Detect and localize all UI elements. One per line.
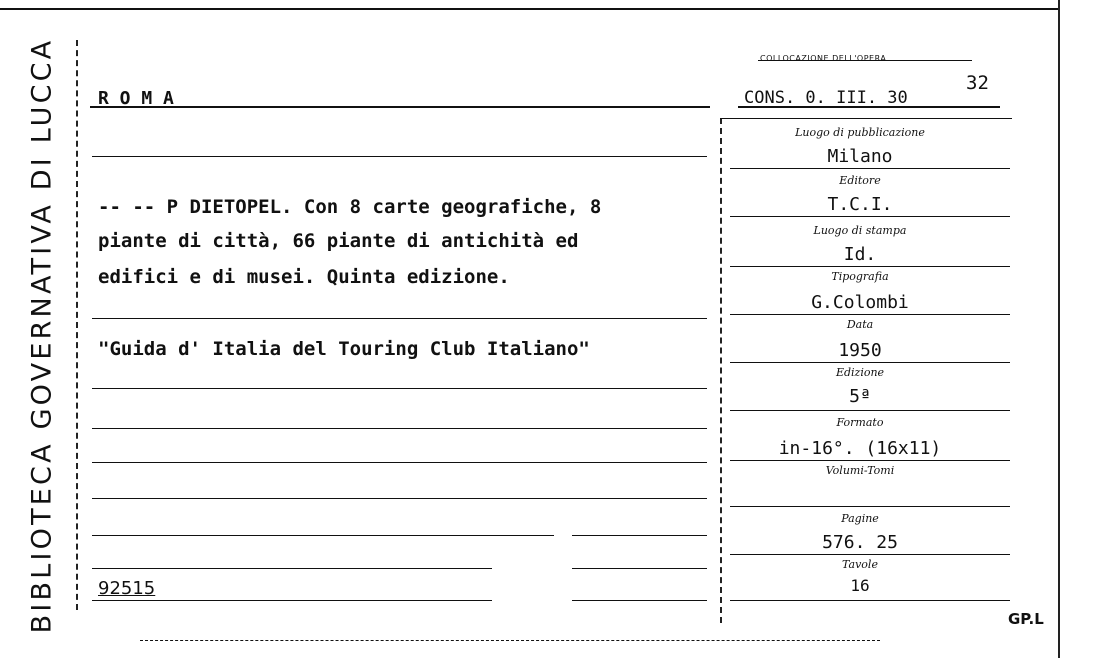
- series-title: "Guida d' Italia del Touring Club Italiano": [98, 338, 590, 360]
- body-rule-6: [92, 498, 707, 499]
- body-rule-9a: [92, 600, 492, 601]
- panel-top-rule: [720, 118, 1012, 119]
- collocation-rule: [738, 106, 1000, 108]
- field-rule-7: [730, 506, 1010, 507]
- library-stamp: [12, 37, 72, 633]
- collocation-superscript: 32: [966, 72, 989, 94]
- body-rule-4: [92, 428, 707, 429]
- field-rule-8: [730, 554, 1010, 555]
- description-line-3: edifici e di musei. Quinta edizione.: [98, 266, 510, 288]
- collocation-label-rule: [758, 60, 972, 61]
- place-heading: R O M A: [98, 88, 174, 109]
- field-label-volumes: Volumi-Tomi: [825, 464, 895, 477]
- corner-mark: GP.L: [1008, 610, 1044, 628]
- body-rule-7a: [92, 535, 554, 536]
- field-value-date: 1950: [838, 340, 882, 361]
- body-rule-8b: [572, 568, 707, 569]
- inventory-number: 92515: [98, 578, 156, 599]
- body-rule-8a: [92, 568, 492, 569]
- collocation-label: COLLOCAZIONE DELL'OPERA: [760, 54, 887, 63]
- bottom-border: [140, 640, 880, 641]
- field-label-publisher: Editore: [839, 174, 881, 187]
- field-value-pages: 576. 25: [822, 532, 898, 553]
- collocation-mark: CONS. 0. III. 30: [744, 88, 908, 108]
- body-rule-7b: [572, 535, 707, 536]
- field-label-print-place: Luogo di stampa: [813, 224, 907, 237]
- field-label-date: Data: [846, 318, 874, 331]
- field-value-plates: 16: [850, 576, 870, 595]
- field-rule-2: [730, 266, 1010, 267]
- field-value-publisher: T.C.I.: [827, 194, 893, 215]
- field-label-place: Luogo di pubblicazione: [795, 126, 925, 139]
- field-rule-6: [730, 460, 1010, 461]
- description-line-1: -- -- P DIETOPEL. Con 8 carte geografiche, 8: [98, 196, 602, 218]
- heading-rule: [90, 106, 710, 108]
- field-value-edition: 5ª: [849, 386, 871, 407]
- field-label-pages: Pagine: [841, 512, 879, 525]
- field-rule-1: [730, 216, 1010, 217]
- field-label-plates: Tavole: [842, 558, 878, 571]
- description-line-2: piante di città, 66 piante di antichità ed: [98, 230, 579, 252]
- field-value-print-place: Id.: [843, 244, 877, 265]
- left-margin-line: [76, 40, 78, 610]
- field-label-format: Formato: [836, 416, 884, 429]
- top-border: [0, 8, 1060, 10]
- field-rule-5: [730, 410, 1010, 411]
- panel-separator: [720, 118, 722, 623]
- field-rule-4: [730, 362, 1010, 363]
- body-rule-9b: [572, 600, 707, 601]
- body-rule-3: [92, 388, 707, 389]
- field-value-format: in-16°. (16x11): [778, 438, 942, 459]
- field-label-printer: Tipografia: [831, 270, 889, 283]
- body-rule-2: [92, 318, 707, 319]
- field-rule-3: [730, 314, 1010, 315]
- field-rule-0: [730, 168, 1010, 169]
- right-border: [1058, 0, 1060, 658]
- field-rule-9: [730, 600, 1010, 601]
- field-label-edition: Edizione: [835, 366, 885, 379]
- body-rule-5: [92, 462, 707, 463]
- field-value-place: Milano: [827, 146, 893, 167]
- library-name: BIBLIOTECA GOVERNATIVA DI LUCCA: [26, 37, 58, 633]
- body-rule-1: [92, 156, 707, 157]
- field-value-printer: G.Colombi: [811, 292, 909, 313]
